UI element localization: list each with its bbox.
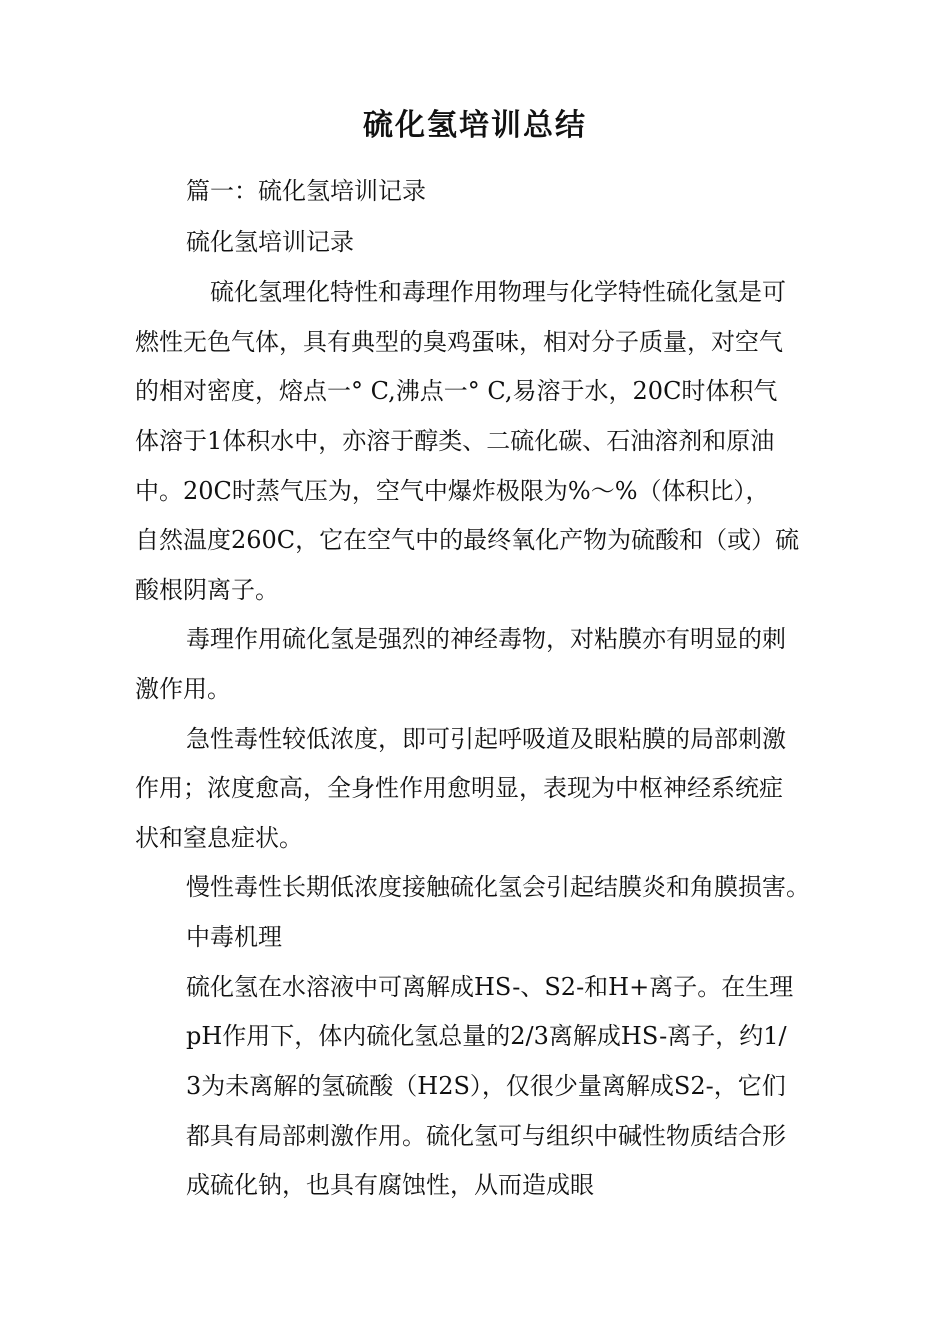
paragraph-line: 慢性毒性长期低浓度接触硫化氢会引起结膜炎和角膜损害。	[186, 873, 810, 901]
paragraph-line: 中。20C时蒸气压为，空气中爆炸极限为%〜%（体积比），	[135, 477, 770, 505]
paragraph-line: 毒理作用硫化氢是强烈的神经毒物，对粘膜亦有明显的刺	[186, 625, 786, 653]
section-heading: 篇一：硫化氢培训记录	[186, 177, 426, 205]
paragraph-line: 燃性无色气体，具有典型的臭鸡蛋味，相对分子质量，对空气	[135, 328, 783, 356]
paragraph-line: 的相对密度，熔点一° C,沸点一° C,易溶于水，20C时体积气	[135, 377, 778, 405]
paragraph-line: 作用；浓度愈高，全身性作用愈明显，表现为中枢神经系统症	[135, 774, 783, 802]
paragraph-line: 激作用。	[135, 675, 231, 703]
paragraph-line: 硫化氢理化特性和毒理作用物理与化学特性硫化氢是可	[210, 278, 786, 306]
paragraph-line: 硫化氢在水溶液中可离解成HS-、S2-和H+离子。在生理	[186, 973, 794, 1001]
paragraph-line: 成硫化钠，也具有腐蚀性，从而造成眼	[186, 1171, 594, 1199]
paragraph-line: 都具有局部刺激作用。硫化氢可与组织中碱性物质结合形	[186, 1122, 786, 1150]
subsection-heading: 硫化氢培训记录	[186, 228, 354, 256]
paragraph-line: 状和窒息症状。	[135, 824, 303, 852]
subsection-heading: 中毒机理	[186, 923, 282, 951]
paragraph-line: pH作用下，体内硫化氢总量的2/3离解成HS-离子，约1/	[186, 1022, 787, 1050]
paragraph-line: 急性毒性较低浓度，即可引起呼吸道及眼粘膜的局部刺激	[186, 725, 786, 753]
paragraph-line: 酸根阴离子。	[135, 576, 279, 604]
paragraph-line: 自然温度260C，它在空气中的最终氧化产物为硫酸和（或）硫	[135, 526, 800, 554]
paragraph-line: 体溶于1体积水中，亦溶于醇类、二硫化碳、石油溶剂和原油	[135, 427, 775, 455]
document-title: 硫化氢培训总结	[363, 108, 587, 143]
paragraph-line: 3为未离解的氢硫酸（H2S），仅很少量离解成S2-，它们	[186, 1072, 786, 1100]
